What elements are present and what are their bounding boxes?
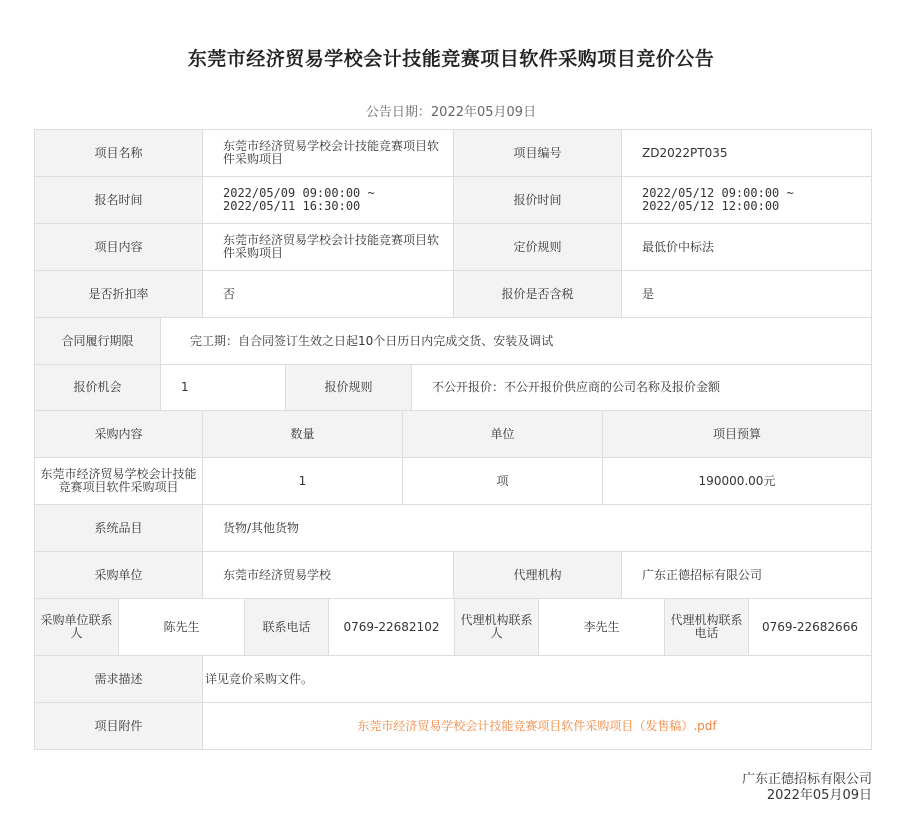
buyer-contact-label: 采购单位联系人 — [35, 599, 119, 655]
purchase-quantity: 1 — [203, 458, 403, 504]
requirement-value: 详见竞价采购文件。 — [203, 656, 871, 702]
table-row — [35, 318, 871, 365]
quote-time-label: 报价时间 — [454, 177, 622, 223]
pricing-rule-value: 最低价中标法 — [622, 224, 871, 270]
table-row — [35, 703, 871, 749]
contract-value: 完工期：自合同签订生效之日起10个日历日内完成交货、安装及调试 — [161, 318, 871, 364]
footer — [742, 772, 872, 804]
announcement-table — [34, 129, 872, 750]
project-no-value: ZD2022PT035 — [622, 130, 871, 176]
content-label: 项目内容 — [35, 224, 203, 270]
purchase-unit: 项 — [403, 458, 603, 504]
signup-time-value: 2022/05/09 09:00:00 ~ 2022/05/11 16:30:00 — [203, 177, 454, 223]
table-row — [35, 656, 871, 703]
pricing-rule-label: 定价规则 — [454, 224, 622, 270]
discount-label: 是否折扣率 — [35, 271, 203, 317]
quote-rule-value: 不公开报价：不公开报价供应商的公司名称及报价金额 — [412, 365, 871, 410]
purchase-header-budget: 项目预算 — [603, 411, 871, 457]
agency-phone-label: 代理机构联系电话 — [665, 599, 749, 655]
agency-contact-label: 代理机构联系人 — [455, 599, 539, 655]
buyer-value: 东莞市经济贸易学校 — [203, 552, 454, 598]
purchase-row — [35, 458, 871, 505]
contract-label: 合同履行期限 — [35, 318, 161, 364]
attachment-link[interactable]: 东莞市经济贸易学校会计技能竞赛项目软件采购项目（发售稿）.pdf — [357, 718, 717, 733]
project-no-label: 项目编号 — [454, 130, 622, 176]
buyer-label: 采购单位 — [35, 552, 203, 598]
table-row — [35, 271, 871, 318]
chances-label: 报价机会 — [35, 365, 161, 410]
quote-time-value: 2022/05/12 09:00:00 ~ 2022/05/12 12:00:00 — [622, 177, 871, 223]
buyer-phone-label: 联系电话 — [245, 599, 329, 655]
buyer-contact-value: 陈先生 — [119, 599, 245, 655]
table-row — [35, 599, 871, 656]
purchase-header-unit: 单位 — [403, 411, 603, 457]
quote-rule-label: 报价规则 — [286, 365, 412, 410]
table-row — [35, 130, 871, 177]
purchase-header-row — [35, 411, 871, 458]
buyer-phone-value: 0769-22682102 — [329, 599, 455, 655]
table-row — [35, 177, 871, 224]
agency-contact-value: 李先生 — [539, 599, 665, 655]
footer-company: 广东正德招标有限公司 — [741, 772, 872, 787]
category-label: 系统品目 — [35, 505, 203, 551]
purchase-content: 东莞市经济贸易学校会计技能竞赛项目软件采购项目 — [35, 458, 203, 504]
tax-label: 报价是否含税 — [454, 271, 622, 317]
agency-value: 广东正德招标有限公司 — [622, 552, 871, 598]
tax-value: 是 — [622, 271, 871, 317]
category-value: 货物/其他货物 — [203, 505, 871, 551]
signup-time-label: 报名时间 — [35, 177, 203, 223]
attachment-cell — [203, 703, 871, 749]
project-name-label: 项目名称 — [35, 130, 203, 176]
purchase-header-quantity: 数量 — [203, 411, 403, 457]
footer-date: 2022年05月09日 — [766, 788, 872, 803]
requirement-label: 需求描述 — [35, 656, 203, 702]
content-value: 东莞市经济贸易学校会计技能竞赛项目软件采购项目 — [203, 224, 454, 270]
discount-value: 否 — [203, 271, 454, 317]
table-row — [35, 552, 871, 599]
page-title: 东莞市经济贸易学校会计技能竞赛项目软件采购项目竞价公告 — [187, 48, 715, 70]
table-row — [35, 365, 871, 411]
agency-phone-value: 0769-22682666 — [762, 619, 858, 634]
purchase-budget: 190000.00元 — [698, 473, 776, 488]
project-name-value: 东莞市经济贸易学校会计技能竞赛项目软件采购项目 — [203, 130, 454, 176]
chances-value: 1 — [161, 365, 286, 410]
table-row — [35, 224, 871, 271]
purchase-header-content: 采购内容 — [35, 411, 203, 457]
announcement-date: 公告日期：2022年05月09日 — [365, 105, 537, 120]
agency-label: 代理机构 — [454, 552, 622, 598]
table-row — [35, 505, 871, 552]
attachment-label: 项目附件 — [35, 703, 203, 749]
